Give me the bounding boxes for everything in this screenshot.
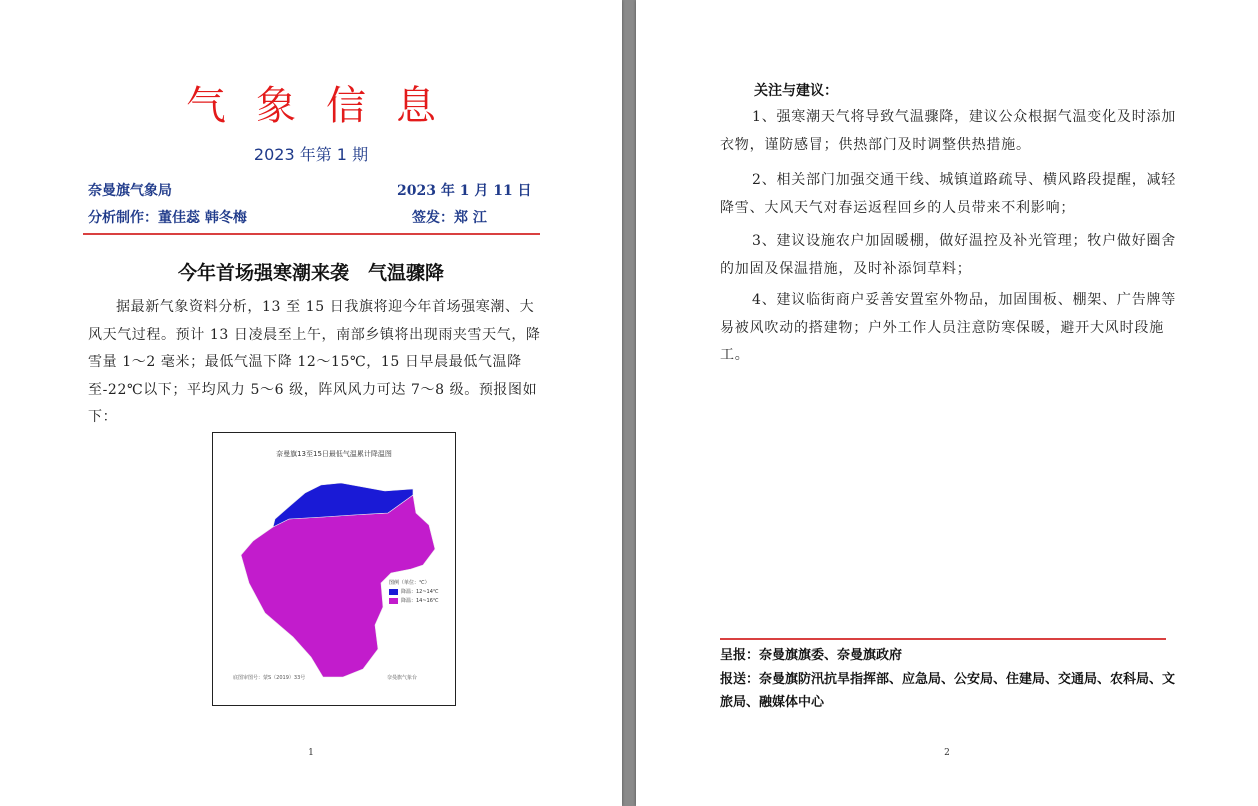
legend-label: 降温：14~16℃ [401, 598, 439, 604]
suggestion-item: 4、建议临街商户妥善安置室外物品，加固围板、棚架、广告牌等易被风吹动的搭建物；户外工作人员注意防寒保暖，避开大风时段施工。 [720, 292, 1177, 363]
legend-title: 图例（单位：℃） [389, 580, 430, 586]
map-credit: 奈曼旗气象台 [387, 675, 418, 681]
suggestion-item: 2、相关部门加强交通干线、城镇道路疏导、横风路段提醒，减轻降雪、大风天气对春运返程回乡的人员带来不利影响； [720, 172, 1177, 216]
page-number: 2 [944, 748, 950, 758]
legend-swatch [389, 589, 398, 595]
map-legend [389, 579, 439, 606]
advice-heading: 关注与建议： [754, 83, 838, 99]
article-headline: 今年首场强寒潮来袭 气温骤降 [177, 262, 444, 284]
map-title: 奈曼旗13至15日最低气温累计降温图 [276, 450, 392, 458]
publisher: 奈曼旗气象局 [88, 183, 172, 199]
submit-to: 呈报：奈曼旗旗委、奈曼旗政府 [720, 648, 903, 663]
footer-rule [720, 638, 1166, 640]
article-body: 据最新气象资料分析，13 至 15 日我旗将迎今年首场强寒潮、大风天气过程。预计 13 日凌晨至上午，南部乡镇将出现雨夹雪天气，降雪量 1～2 毫米；最低气温下降 12～15℃，15 日早晨最低气温降至-22℃以下；平均风力 5～6 级，阵风风力可达 7～8 级。预报图如下： [88, 299, 541, 425]
map-source: 底图审图号：蒙S（2019）33号 [233, 675, 306, 681]
publish-date: 2023 年 1 月 11 日 [397, 183, 532, 199]
authors: 分析制作：董佳蕊 韩冬梅 [88, 210, 247, 226]
region-map [213, 433, 455, 705]
document-page-1 [0, 0, 622, 806]
legend-label: 降温：12~14℃ [401, 589, 439, 595]
issue-number: 2023 年第 1 期 [253, 145, 369, 164]
page-number: 1 [308, 748, 314, 758]
legend-swatch [389, 598, 398, 604]
suggestion-item: 3、建议设施农户加固暖棚，做好温控及补光管理；牧户做好圈舍的加固及保温措施，及时补添饲草料； [720, 233, 1177, 277]
header-rule [83, 233, 540, 235]
legend-item [389, 597, 439, 606]
signoff: 签发：郑 江 [412, 210, 487, 226]
legend-item [389, 588, 439, 597]
forecast-map [212, 432, 456, 706]
send-to: 报送：奈曼旗防汛抗旱指挥部、应急局、公安局、住建局、交通局、农科局、文旅局、融媒体中心 [720, 672, 1176, 710]
bulletin-title: 气象信息 [186, 83, 466, 129]
suggestion-item: 1、强寒潮天气将导致气温骤降，建议公众根据气温变化及时添加衣物，谨防感冒；供热部门及时调整供热措施。 [720, 109, 1177, 153]
